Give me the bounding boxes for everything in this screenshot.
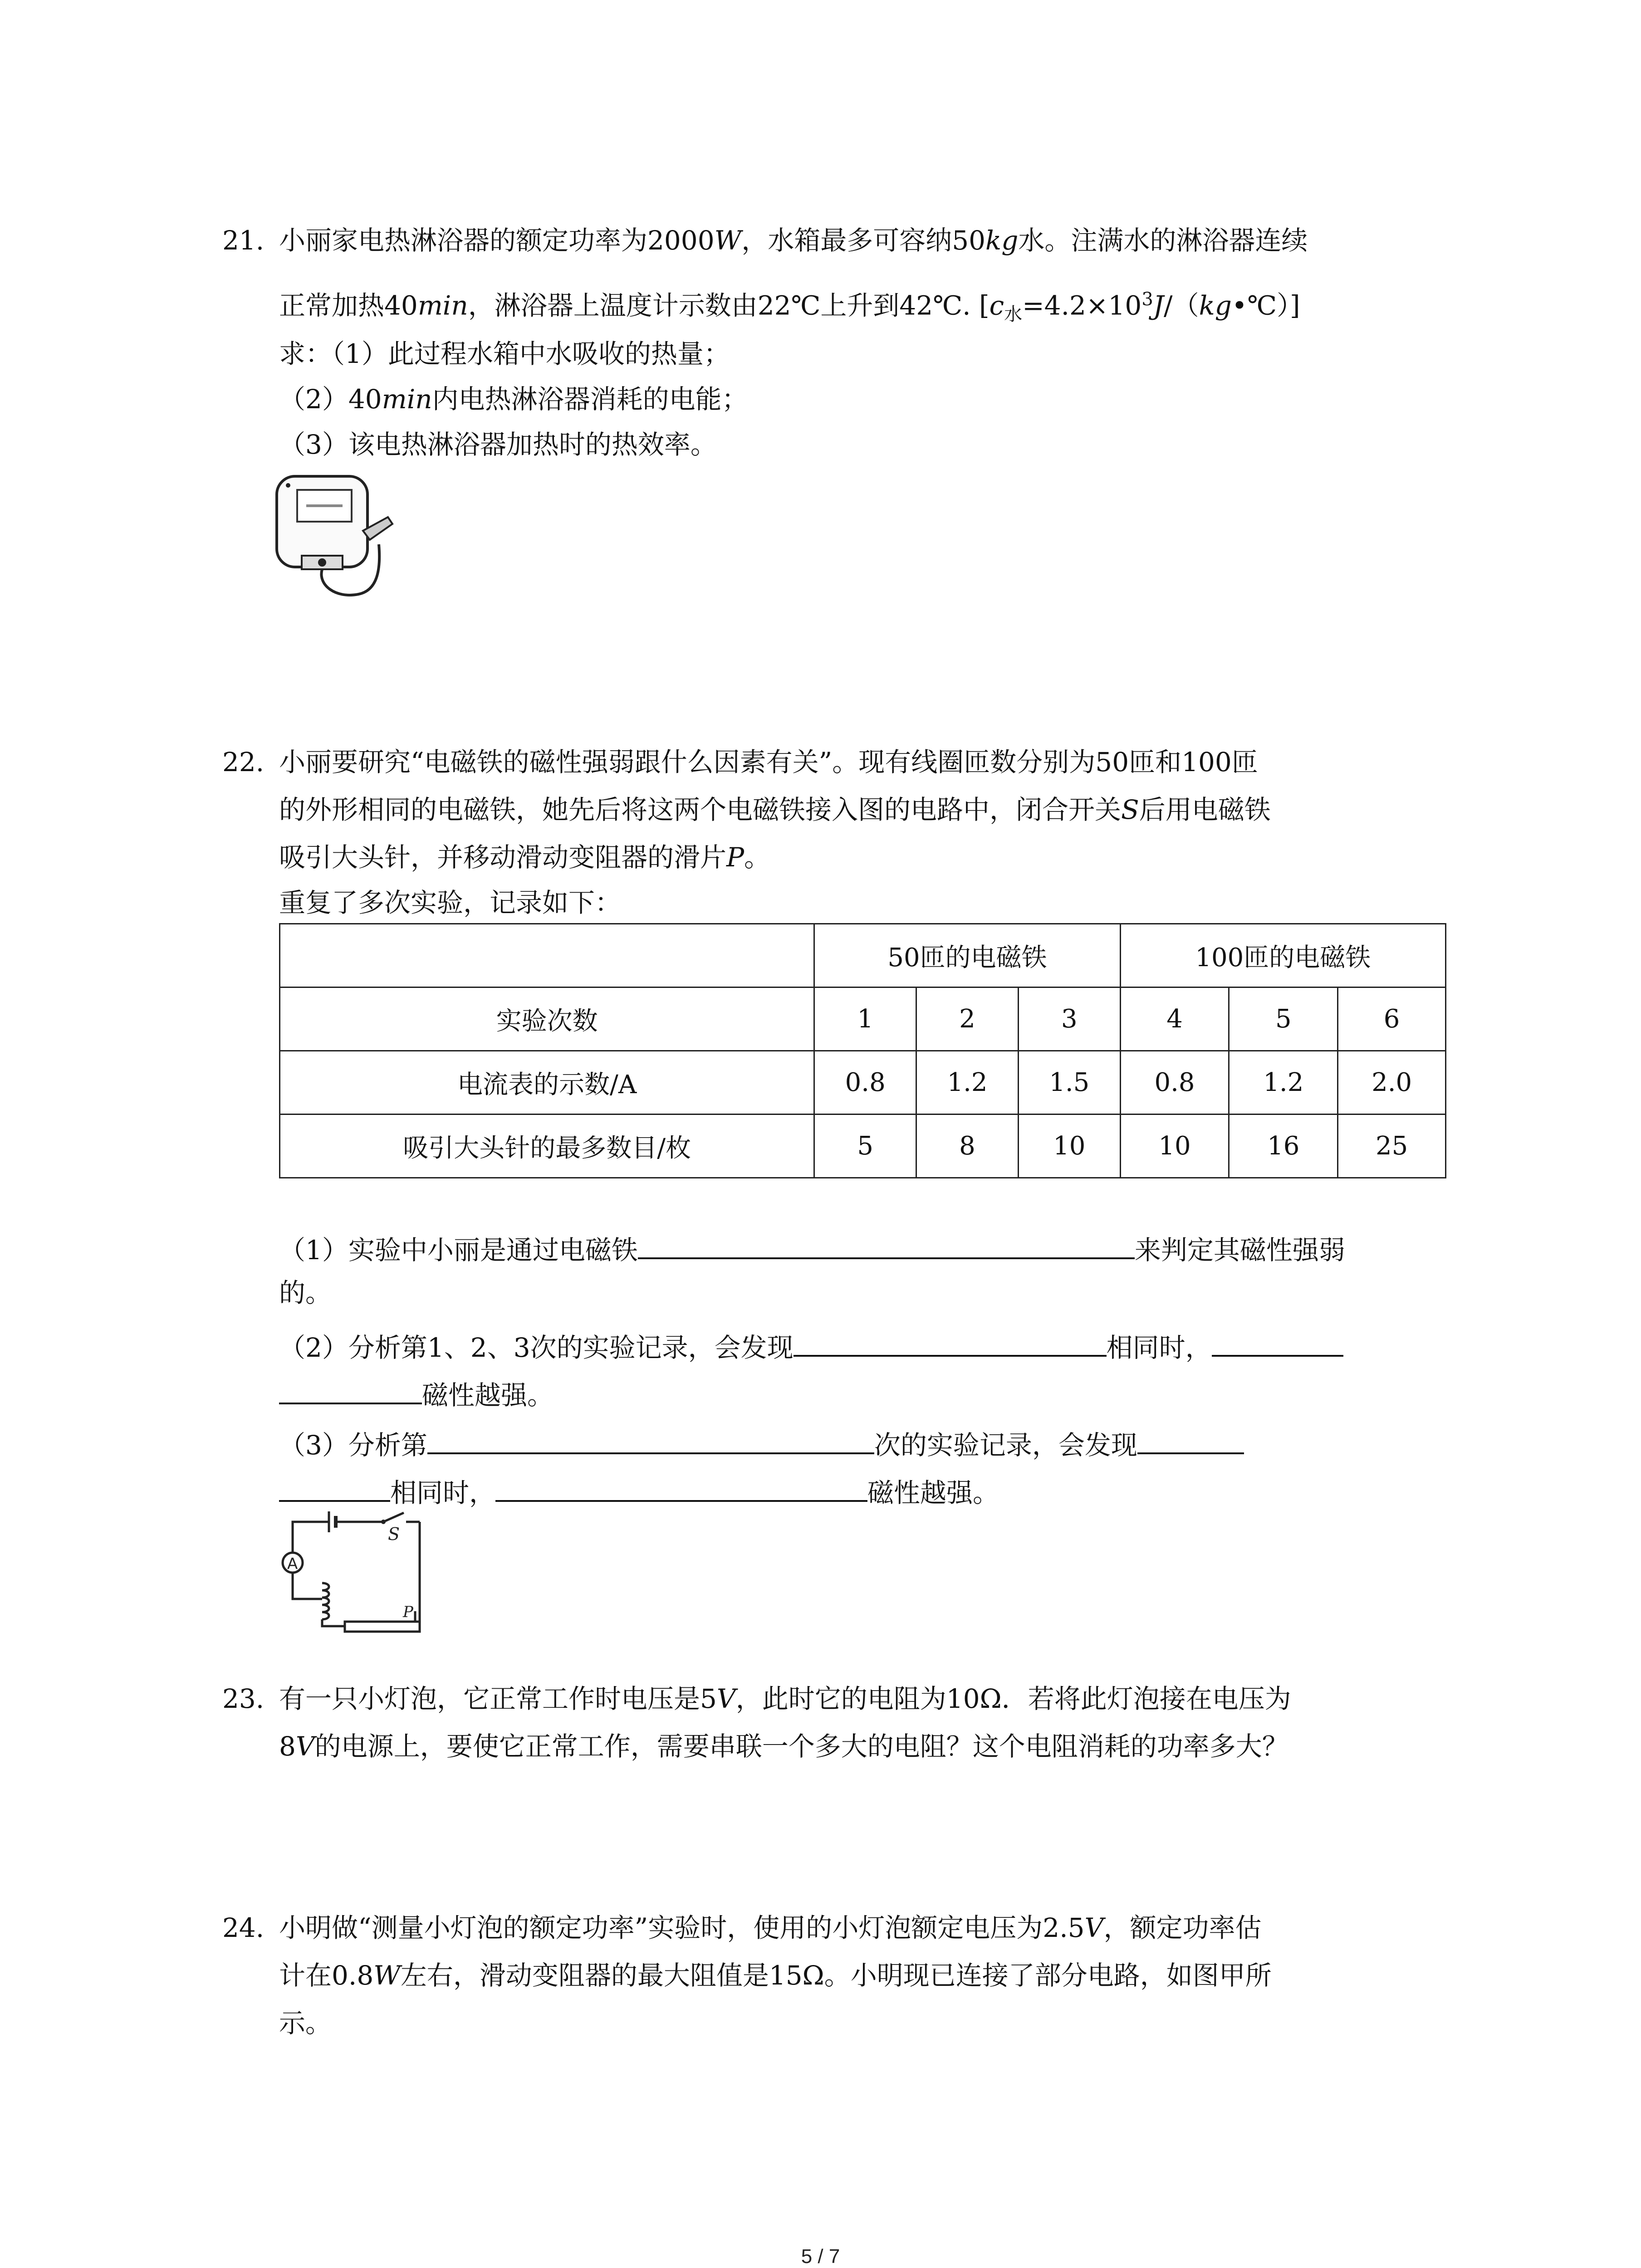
experiment-record-table	[279, 923, 1446, 1178]
answer-blank-2[interactable]	[794, 1327, 1107, 1357]
switch-label: S	[388, 1524, 400, 1544]
answer-blank-3b[interactable]	[279, 1374, 422, 1404]
q22-sub2-cont: 磁性越强。	[279, 1374, 554, 1413]
table-cell: 1	[814, 987, 916, 1051]
table-cell: 2.0	[1338, 1051, 1446, 1114]
row-label: 实验次数	[280, 987, 814, 1051]
q22-number: 22.	[222, 747, 265, 777]
answer-blank-5b[interactable]	[279, 1472, 390, 1502]
q22-sub3-cont: 相同时， 磁性越强。	[279, 1472, 999, 1511]
table-row	[280, 987, 1446, 1051]
table-cell: 1.2	[916, 1051, 1019, 1114]
table-cell: 3	[1018, 987, 1120, 1051]
table-row	[280, 1051, 1446, 1114]
q24-number: 24.	[222, 1912, 265, 1943]
group-header-100: 100匝的电磁铁	[1120, 924, 1445, 987]
group-header-50: 50匝的电磁铁	[814, 924, 1120, 987]
slider-label: P	[403, 1603, 413, 1621]
table-header-row	[280, 924, 1446, 987]
q22-sub3: （3）分析第 次的实验记录，会发现	[279, 1424, 1244, 1463]
q21-line1: 小丽家电热淋浴器的额定功率为2000W，水箱最多可容纳50kg水。注满水的淋浴器连续	[279, 225, 1308, 256]
table-cell: 6	[1338, 987, 1446, 1051]
table-cell: 8	[916, 1114, 1019, 1178]
table-cell: 1.2	[1229, 1051, 1338, 1114]
q23-line2: 8V的电源上，要使它正常工作，需要串联一个多大的电阻？这个电阻消耗的功率多大？	[279, 1731, 1288, 1762]
q21-question-2: （2）40min内电热淋浴器消耗的电能；	[279, 384, 748, 415]
q22-sub1-cont: 的。	[279, 1277, 332, 1308]
q21-number: 21.	[222, 225, 265, 256]
answer-blank-6[interactable]	[495, 1472, 867, 1502]
row-label: 吸引大头针的最多数目/枚	[280, 1114, 814, 1178]
electromagnet-circuit-figure	[277, 1506, 440, 1642]
q22-line1: 小丽要研究“电磁铁的磁性强弱跟什么因素有关”。现有线圈匝数分别为50匝和100匝	[279, 747, 1258, 777]
q21-line2: 正常加热40min，淋浴器上温度计示数由22℃上升到42℃. $[c_水=4.2\times 10^3J/(kg•℃)]$	[279, 289, 1300, 325]
q23-line1: 有一只小灯泡，它正常工作时电压是5V，此时它的电阻为10Ω．若将此灯泡接在电压为	[279, 1683, 1291, 1714]
table-cell: 5	[814, 1114, 916, 1178]
q24-line3: 示。	[279, 2008, 332, 2038]
q24-line1: 小明做“测量小灯泡的额定功率”实验时，使用的小灯泡额定电压为2.5V，额定功率估	[279, 1912, 1262, 1943]
table-cell: 16	[1229, 1114, 1338, 1178]
answer-blank-1[interactable]	[638, 1229, 1135, 1259]
table-cell: 25	[1338, 1114, 1446, 1178]
page-number: 5 / 7	[801, 2245, 840, 2268]
q22-line2: 的外形相同的电磁铁，她先后将这两个电磁铁接入图的电路中，闭合开关S后用电磁铁	[279, 794, 1271, 825]
q22-line3: 吸引大头针，并移动滑动变阻器的滑片P。	[279, 842, 771, 873]
q22-line4: 重复了多次实验，记录如下：	[279, 887, 622, 918]
table-cell: 5	[1229, 987, 1338, 1051]
answer-blank-5a[interactable]	[1137, 1424, 1244, 1454]
answer-blank-4[interactable]	[427, 1424, 874, 1454]
table-cell: 10	[1018, 1114, 1120, 1178]
q21-question-1: 求：（1）此过程水箱中水吸收的热量；	[279, 338, 730, 369]
q24-line2: 计在0.8W左右，滑动变阻器的最大阻值是15Ω。小明现已连接了部分电路，如图甲所	[279, 1960, 1272, 1991]
row-label: 电流表的示数/A	[280, 1051, 814, 1114]
table-cell: 0.8	[1120, 1051, 1229, 1114]
table-cell: 1.5	[1018, 1051, 1120, 1114]
table-cell: 0.8	[814, 1051, 916, 1114]
ammeter-label: A	[287, 1555, 298, 1573]
q23-number: 23.	[222, 1683, 265, 1714]
table-cell: 2	[916, 987, 1019, 1051]
answer-blank-3a[interactable]	[1212, 1327, 1343, 1357]
table-corner-cell	[280, 924, 814, 987]
water-heater-figure	[268, 472, 404, 608]
q21-question-3: （3）该电热淋浴器加热时的热效率。	[279, 429, 717, 460]
table-cell: 4	[1120, 987, 1229, 1051]
table-cell: 10	[1120, 1114, 1229, 1178]
q22-sub2: （2）分析第1、2、3次的实验记录，会发现 相同时，	[279, 1327, 1343, 1366]
q22-sub1: （1）实验中小丽是通过电磁铁 来判定其磁性强弱	[279, 1229, 1345, 1268]
table-row	[280, 1114, 1446, 1178]
